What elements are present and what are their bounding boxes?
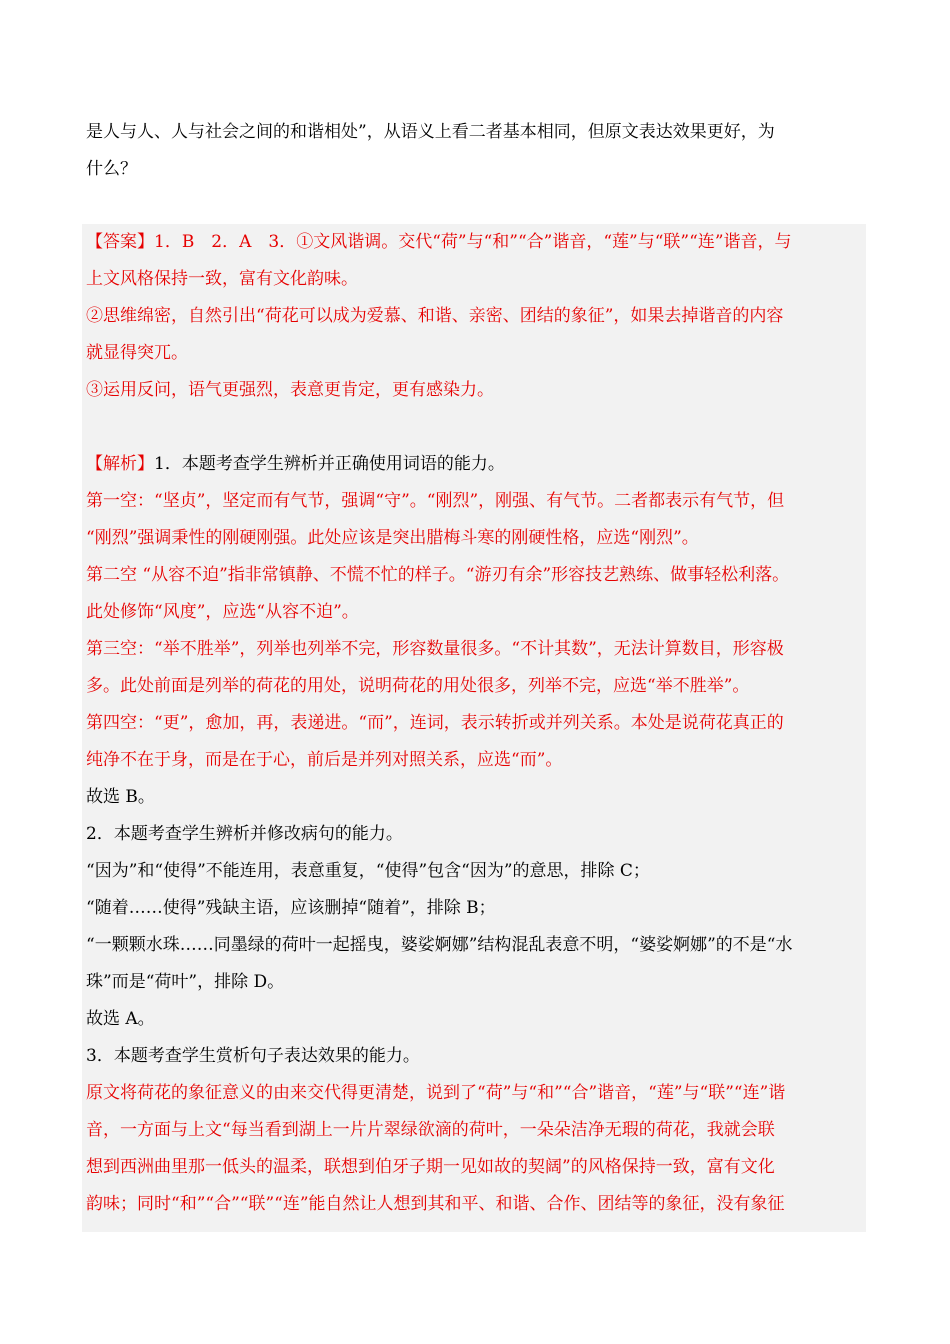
answer-line: 上文风格保持一致，富有文化韵味。 (86, 269, 358, 289)
analysis-line: 多。此处前面是列举的荷花的用处，说明荷花的用处很多，列举不完，应选“举不胜举”。 (86, 676, 750, 696)
answer-analysis-block (82, 224, 866, 1232)
analysis-line: 此处修饰“风度”，应选“从容不迫”。 (86, 602, 359, 622)
question-line-2: 什么？ (86, 159, 137, 179)
answer-line: ③运用反问，语气更强烈，表意更肯定，更有感染力。 (86, 380, 494, 400)
analysis-line: “因为”和“使得”不能连用，表意重复，“使得”包含“因为”的意思，排除 C； (86, 861, 650, 881)
analysis-line: 第二空 “从容不迫”指非常镇静、不慌不忙的样子。“游刃有余”形容技艺熟练、做事轻松利落。 (86, 565, 790, 585)
answer-line: ②思维绵密，自然引出“荷花可以成为爱慕、和谐、亲密、团结的象征”，如果去掉谐音的内容 (86, 306, 784, 326)
analysis-line: 故选 B。 (86, 787, 155, 807)
analysis-first-line (86, 446, 862, 483)
answer-tag: 【答案】 (86, 232, 154, 252)
spacer (86, 409, 862, 446)
analysis-tag: 【解析】 (86, 454, 154, 474)
analysis-line: 第一空：“坚贞”，坚定而有气节，强调“守”。“刚烈”，刚强、有气节。二者都表示有气节，但 (86, 491, 785, 511)
analysis-line: “刚烈”强调秉性的刚硬刚强。此处应该是突出腊梅斗寒的刚硬性格，应选“刚烈”。 (86, 528, 699, 548)
question-text (86, 114, 866, 188)
analysis-line: “一颗颗水珠……同墨绿的荷叶一起摇曳，婆娑婀娜”结构混乱表意不明，“婆娑婀娜”的不是“水 (86, 935, 793, 955)
analysis-line: 第三空：“举不胜举”，列举也列举不完，形容数量很多。“不计其数”，无法计算数目，形容极 (86, 639, 784, 659)
answer-first-text: 1．B 2．A 3．①文风谐调。交代“荷”与“和”“合”谐音，“莲”与“联”“连”谐音，与 (154, 232, 792, 252)
analysis-line: 珠”而是“荷叶”，排除 D。 (86, 972, 285, 992)
analysis-line: 想到西洲曲里那一低头的温柔，联想到伯牙子期一见如故的契阔”的风格保持一致，富有文化 (86, 1157, 775, 1177)
analysis-line: “随着……使得”残缺主语，应该删掉“随着”，排除 B； (86, 898, 496, 918)
analysis-line: 故选 A。 (86, 1009, 155, 1029)
answer-line: 就显得突兀。 (86, 343, 188, 363)
analysis-line: 第四空：“更”，愈加，再，表递进。“而”，连词，表示转折或并列关系。本处是说荷花真正的 (86, 713, 784, 733)
analysis-line: 原文将荷花的象征意义的由来交代得更清楚，说到了“荷”与“和”“合”谐音，“莲”与“联”“连”谐 (86, 1083, 786, 1103)
analysis-line: 韵味；同时“和”“合”“联”“连”能自然让人想到其和平、和谐、合作、团结等的象征，没有象征 (86, 1194, 785, 1214)
analysis-first-text: 1．本题考查学生辨析并正确使用词语的能力。 (154, 454, 505, 474)
analysis-line: 纯净不在于身，而是在于心，前后是并列对照关系，应选“而”。 (86, 750, 563, 770)
analysis-line: 音，一方面与上文“每当看到湖上一片片翠绿欲滴的荷叶，一朵朵洁净无瑕的荷花，我就会联 (86, 1120, 775, 1140)
question-line-1: 是人与人、人与社会之间的和谐相处”，从语义上看二者基本相同，但原文表达效果更好，为 (86, 122, 775, 142)
analysis-line: 3．本题考查学生赏析句子表达效果的能力。 (86, 1046, 420, 1066)
analysis-line: 2．本题考查学生辨析并修改病句的能力。 (86, 824, 403, 844)
answer-first-line (86, 224, 862, 261)
